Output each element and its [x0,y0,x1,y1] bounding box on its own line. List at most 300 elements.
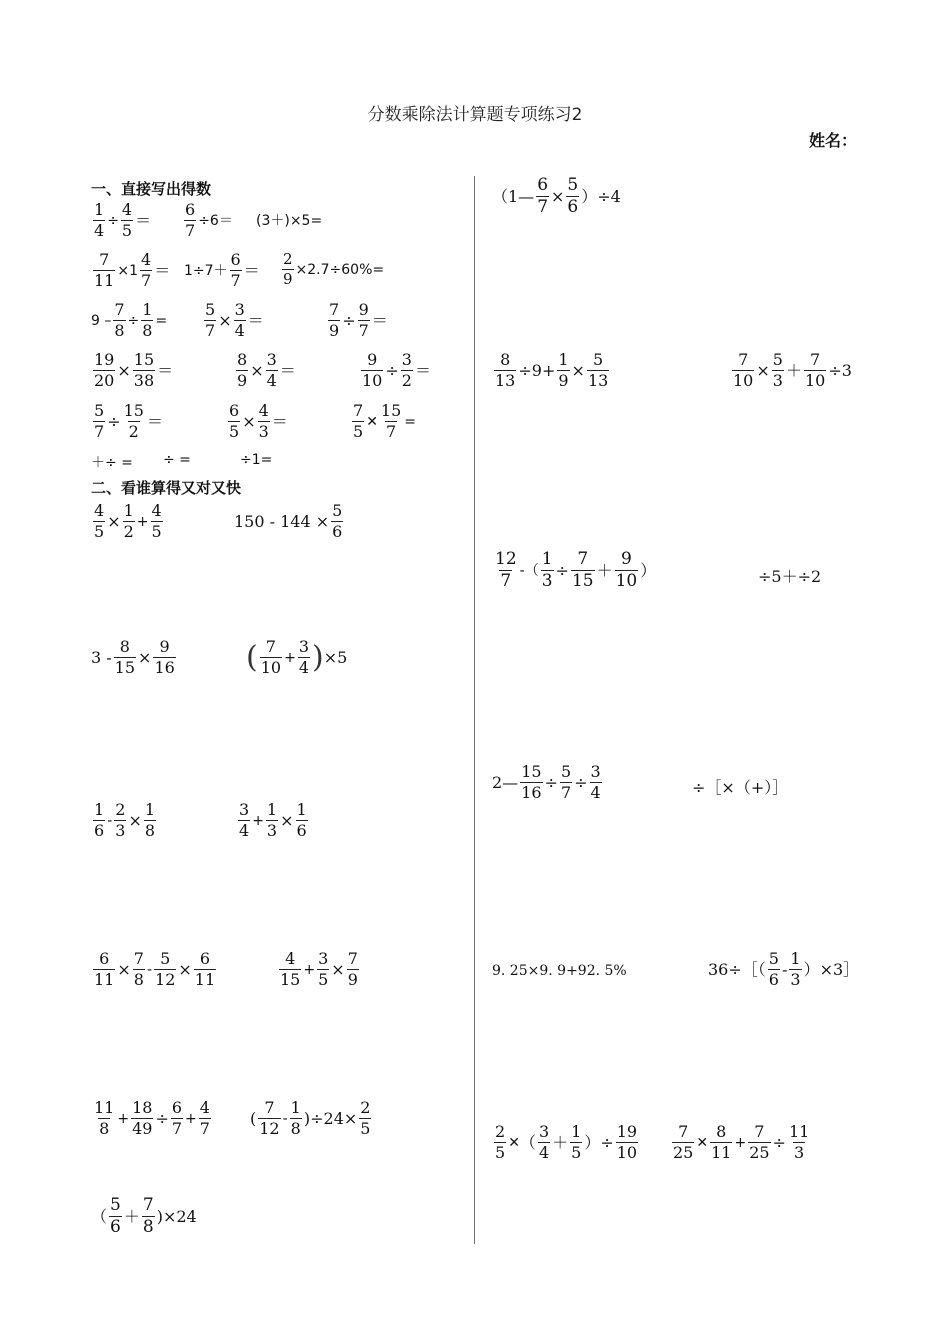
fraction [571,551,595,590]
fraction [258,1100,280,1137]
operator-text: ＝ [279,360,296,380]
operator-text: ）×3］ [803,959,860,979]
problem-2-6 [236,802,310,839]
fraction [298,639,310,676]
operator-text: ÷ [107,212,119,229]
denominator: 7 [199,1119,210,1138]
denominator: 4 [239,821,250,840]
denominator: 3 [794,1143,805,1162]
problem-1-2 [182,202,233,239]
fraction [93,1100,115,1137]
fraction [204,302,216,339]
problem-1-12 [359,352,431,389]
denominator: 10 [615,571,638,591]
fraction [361,352,383,389]
numerator: 9 [358,300,369,319]
operator-text: ＝ [371,310,388,330]
fraction [266,802,278,839]
numerator: 4 [94,501,105,520]
operator-text: （ [519,1132,536,1152]
denominator: 3 [258,422,269,441]
numerator: 5 [593,350,604,369]
numerator: 3 [318,949,329,968]
denominator: 9 [558,371,569,390]
fraction [710,1124,732,1161]
denominator: 3 [790,970,801,989]
fraction [142,1197,155,1236]
numerator: 5 [768,949,779,968]
denominator: 11 [711,1143,732,1162]
numerator: 7 [99,250,110,269]
fraction [93,252,115,289]
fraction [123,403,145,440]
numerator: 6 [230,250,241,269]
numerator: 8 [716,1122,727,1141]
denominator: 8 [290,1119,301,1138]
operator-text: × [117,360,131,380]
denominator: 7 [386,422,397,441]
operator-text: ） [640,560,657,580]
fraction [331,503,343,540]
column-divider [474,176,475,1244]
denominator: 11 [94,271,115,290]
operator-text: ）÷ [584,1132,614,1152]
fraction [93,802,105,839]
denominator: 7 [94,422,105,441]
denominator: 8 [114,321,125,340]
operator-text: × [551,186,565,206]
problem-2-11 [91,1197,197,1236]
numerator: 19 [94,350,115,369]
denominator: 4 [266,371,277,390]
operator-text: ÷3 [828,360,852,380]
fraction [347,951,359,988]
operator-text: ÷ [555,560,569,580]
fraction [93,951,115,988]
operator-text: + [185,1110,197,1127]
numerator: 8 [119,637,130,656]
denominator: 7 [537,197,549,217]
numerator: 7 [114,300,125,319]
operator-text: ＝ [414,360,431,380]
problem-2-12 [492,177,621,216]
problem-1-15 [350,403,416,440]
denominator: 5 [121,221,133,240]
operator-text: ＋ [123,1206,140,1226]
denominator: 7 [171,1119,183,1138]
fraction [732,352,754,389]
denominator: 3 [772,371,783,390]
numerator: 7 [329,300,340,319]
operator-text: 3 - [91,647,112,667]
fraction [133,951,145,988]
numerator: 4 [141,250,152,269]
operator-text: 1÷7＋ [184,262,228,279]
numerator: 1 [571,1122,582,1141]
fraction [672,1124,694,1161]
fraction [520,764,542,801]
operator-text: ＝ [243,260,260,280]
fraction [114,802,126,839]
numerator: 7 [810,350,821,369]
denominator: 7 [141,271,152,290]
denominator: 5 [151,522,162,541]
numerator: 3 [590,762,601,781]
fraction [236,352,248,389]
problem-2-20 [708,951,859,988]
problem-1-7 [91,302,167,339]
fraction [258,403,270,440]
operator-text: 150 - 144 × [234,511,330,531]
denominator: 8 [142,1217,154,1237]
denominator: 5 [353,422,364,441]
problem-2-10 [250,1100,373,1137]
fraction [616,1124,638,1161]
page-title: 分数乘除法计算题专项练习2 [367,105,583,125]
numerator: 3 [401,350,412,369]
operator-text: 36÷［（ [708,959,766,979]
numerator: 4 [199,1098,210,1117]
operator-text: + [284,649,296,666]
numerator: 1 [541,549,553,569]
numerator: 7 [347,949,358,968]
numerator: 5 [205,300,216,319]
fraction [238,802,250,839]
fraction [184,202,196,239]
operator-text: ✕ [696,1134,709,1151]
operator-text: = [155,312,168,329]
denominator: 2 [401,371,412,390]
operator-text: (3＋)×5= [256,213,323,229]
fraction [359,1100,371,1137]
operator-text: ×5 [323,647,348,667]
denominator: 49 [132,1119,153,1138]
denominator: 6 [94,821,105,840]
numerator: 1 [142,300,153,319]
operator-text: × [571,360,585,380]
section-2-title: 二、看谁算得又对又快 [91,479,242,497]
fraction [153,639,175,676]
problem-2-2 [234,503,345,540]
denominator: 6 [296,821,307,840]
name-label: 姓名： [809,131,858,150]
fraction [230,252,242,289]
operator-text: ＝ [146,411,163,431]
numerator: 1 [296,800,307,819]
denominator: 20 [94,371,115,390]
fraction [123,503,135,540]
fraction [141,302,153,339]
fraction [328,302,340,339]
numerator: 15 [521,762,542,781]
denominator: 13 [495,371,516,390]
denominator: 11 [94,970,115,989]
operator-text: = [404,413,417,430]
numerator: 7 [265,637,276,656]
operator-text: ÷ [107,411,121,431]
operator-text: ✕ [366,413,378,430]
numerator: 15 [380,401,402,420]
numerator: 6 [171,1098,183,1117]
denominator: 38 [133,371,155,390]
fraction [570,1124,582,1161]
problem-1-3 [256,214,322,228]
fraction [566,177,579,216]
denominator: 15 [114,658,136,677]
numerator: 2 [283,250,293,268]
denominator: 15 [571,571,594,591]
fraction [560,764,572,801]
numerator: 1 [266,800,278,819]
denominator: 6 [332,522,343,541]
denominator: 25 [749,1143,770,1162]
operator-text: ＝ [135,210,152,230]
numerator: 19 [616,1122,638,1141]
denominator: 16 [521,783,542,802]
numerator: 5 [772,350,783,369]
numerator: 2 [360,1098,371,1117]
denominator: 2 [128,422,139,441]
numerator: 7 [754,1122,765,1141]
denominator: 4 [94,221,105,240]
numerator: 6 [185,200,196,219]
fraction [538,1124,550,1161]
numerator: 9 [159,637,170,656]
denominator: 10 [733,371,754,390]
denominator: 6 [110,1217,121,1237]
problem-1-6 [280,252,384,287]
numerator: 4 [285,949,296,968]
operator-text: × [128,810,142,830]
numerator: 3 [266,350,277,369]
fraction [804,352,826,389]
operator-text: × [107,511,121,531]
fraction [494,551,518,590]
numerator: 5 [110,1195,121,1215]
denominator: 8 [144,821,156,840]
numerator: 9 [621,549,632,569]
fraction [114,639,136,676]
problem-2-5 [91,802,158,839]
denominator: 11 [194,970,216,989]
denominator: 4 [234,321,245,340]
denominator: 7 [560,783,572,802]
numerator: 5 [94,401,105,420]
operator-text: ＝ [157,360,174,380]
fraction [768,951,780,988]
denominator: 7 [500,571,512,591]
operator-text: - [107,812,113,829]
problem-1-8 [202,302,264,339]
numerator: 7 [678,1122,689,1141]
denominator: 5 [360,1119,371,1138]
fraction [494,352,516,389]
operator-text: - [146,961,153,978]
fraction [131,1100,153,1137]
numerator: 4 [151,501,162,520]
denominator: 10 [616,1143,638,1162]
fraction [536,177,549,216]
operator-text: ＋ [785,360,802,380]
operator-text: ) [156,1206,163,1226]
problem-2-22 [670,1124,812,1161]
fraction [234,302,246,339]
denominator: 13 [587,371,609,390]
operator-text: ( [250,1108,257,1128]
numerator: 15 [133,350,155,369]
denominator: 10 [362,371,383,390]
operator-text: × [178,959,192,979]
denominator: 7 [230,271,241,290]
denominator: 8 [99,1119,110,1138]
problem-1-4 [91,252,170,289]
denominator: 9 [237,371,248,390]
numerator: 6 [229,401,240,420]
denominator: 5 [571,1143,582,1162]
fraction [113,302,125,339]
denominator: 4 [538,1143,550,1162]
numerator: 4 [258,401,269,420]
operator-text: × [242,411,256,431]
operator-text: ÷ [127,312,140,329]
fraction [789,951,801,988]
numerator: 15 [123,401,144,420]
problem-1-11 [234,352,296,389]
fraction [133,352,155,389]
fraction [93,503,105,540]
numerator: 1 [290,1098,301,1117]
numerator: 1 [790,949,801,968]
denominator: 5 [318,970,329,989]
operator-text: ÷9+ [518,360,556,380]
operator-text: × [250,360,264,380]
operator-text: ÷ [772,1132,786,1152]
operator-text: ÷ [155,1108,169,1128]
operator-text: ×2.7÷60%= [295,261,385,278]
fraction [228,403,240,440]
problem-2-16: ÷5＋÷2 [758,567,822,586]
problem-1-16: ＋÷ = [91,455,133,471]
operator-text: ✕ [508,1134,520,1151]
operator-text: ×1 [117,262,138,279]
operator-text: ）÷4 [581,186,621,206]
numerator: 7 [738,350,749,369]
numerator: 7 [142,1195,154,1215]
denominator: 10 [260,658,282,677]
problem-2-17 [492,764,604,801]
denominator: 3 [266,821,278,840]
problem-1-9 [326,302,388,339]
operator-text: + [136,513,149,530]
fraction [615,551,639,590]
numerator: 5 [567,175,579,195]
numerator: 1 [123,501,134,520]
numerator: 1 [94,800,105,819]
fraction [151,503,163,540]
operator-text: × [138,647,152,667]
problem-2-7 [91,951,218,988]
operator-text: ) [312,639,324,675]
operator-text: ÷ [544,772,558,792]
fraction [171,1100,183,1137]
fraction [788,1124,810,1161]
operator-text: × [280,810,294,830]
fraction [296,802,308,839]
numerator: 3 [239,800,250,819]
problem-1-17: ÷ = [163,452,191,468]
fraction [748,1124,770,1161]
problem-1-14 [226,403,288,440]
problem-2-4 [246,639,347,676]
operator-text: 2— [492,772,519,792]
denominator: 9 [283,270,293,288]
operator-text: × [343,1108,358,1128]
problem-1-18: ÷1= [240,452,273,468]
numerator: 7 [577,549,589,569]
numerator: 7 [264,1098,275,1117]
fraction [401,352,413,389]
numerator: 12 [495,549,517,569]
numerator: 4 [121,200,133,219]
problem-2-3 [91,639,178,676]
denominator: 12 [155,970,176,989]
operator-text: × [218,310,232,330]
operator-text: + [117,1110,130,1127]
section-1-title: 一、直接写出得数 [91,180,212,198]
denominator: 10 [804,371,826,390]
operator-text: ÷6＝ [198,212,233,229]
operator-text: × [117,959,131,979]
denominator: 9 [347,970,358,989]
fraction [279,951,301,988]
operator-text: （1— [492,186,535,206]
problem-2-8 [277,951,361,988]
fraction [587,352,609,389]
operator-text: -（ [519,562,539,579]
fraction [121,202,133,239]
problem-2-1 [91,503,165,540]
fraction [352,403,364,440]
problem-2-21 [492,1124,640,1161]
fraction [199,1100,211,1137]
operator-text: ＝ [271,411,288,431]
operator-text: ＝ [247,310,264,330]
denominator: 9 [329,321,340,340]
fraction [154,951,176,988]
operator-text: ÷24 [310,1108,344,1128]
fraction [358,302,370,339]
fraction [557,352,569,389]
fraction [144,802,156,839]
operator-text: ＋ [552,1132,569,1152]
denominator: 3 [115,821,126,840]
operator-text: 9 – [91,312,112,329]
operator-text: ÷ [574,772,588,792]
denominator: 2 [123,522,134,541]
denominator: 8 [142,321,153,340]
numerator: 3 [538,1122,550,1141]
operator-text: - [781,959,788,979]
fraction [494,1124,506,1161]
denominator: 4 [590,783,601,802]
denominator: 16 [154,658,175,677]
numerator: 3 [234,300,245,319]
fraction [109,1197,122,1236]
numerator: 8 [500,350,511,369]
fraction [317,951,329,988]
fraction [194,951,216,988]
numerator: 6 [537,175,549,195]
